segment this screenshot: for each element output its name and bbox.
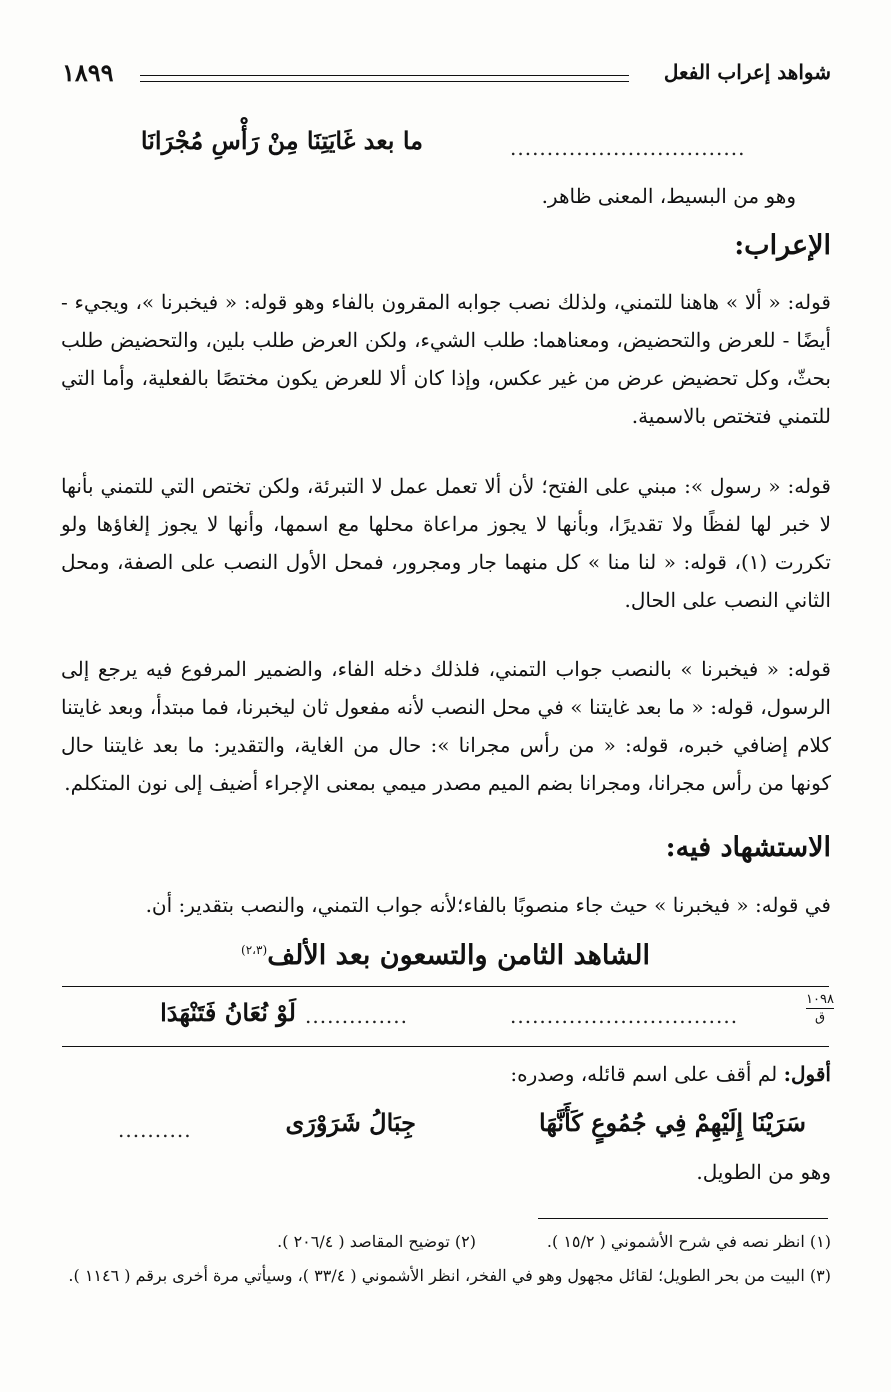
footnote-separator — [538, 1218, 828, 1219]
boxed-verse-dots-left: .............. — [305, 1004, 409, 1028]
page-number: ١٨٩٩ — [62, 58, 114, 87]
verse-number-letter: ق — [814, 1010, 826, 1025]
top-verse-hemistich: ما بعد غَايَتِنَا مِنْ رَأْسِ مُجْرَانَا — [140, 126, 423, 155]
verse-number-value: ١٠٩٨ — [806, 992, 834, 1007]
verse-number-bar — [806, 1008, 834, 1009]
shahid-title-text: الشاهد الثامن والتسعون بعد الألف — [267, 940, 650, 971]
running-header-title: شواهد إعراب الفعل — [663, 60, 831, 84]
istishhad-heading: الاستشهاد فيه: — [665, 832, 831, 863]
shahid-footnote-ref: (٢،٣) — [241, 943, 268, 957]
top-verse-dots: ................................ — [510, 136, 746, 160]
shahid-title — [0, 940, 891, 971]
paragraph-2: قوله: « رسول »: مبني على الفتح؛ لأن ألا تعمل عمل لا التبرئة، ولكن تختص التي للتمني بأنها لا خبر لها لفظًا ولا تقديرًا، وبأنها لا يجوز مراعاة محلها مع اسمها، وأنها لا يجوز إلغاؤها ولو تكررت (١)، قوله: « لنا منا » كل منهما جار ومجرور، فمحل الأول النصب على الصفة، ومحل الثاني النصب على الحال. — [61, 474, 831, 612]
full-verse-first-half: سَرَيْنَا إِلَيْهِمْ فِي جُمُوعٍ كَأَنَّهَا — [539, 1108, 806, 1137]
paragraph-3: قوله: « فيخبرنا » بالنصب جواب التمني، فلذلك دخله الفاء، والضمير المرفوع فيه يرجع إلى الرسول، قوله: « ما بعد غايتنا » في محل النصب لأنه مفعول ثان ليخبرنا، فما مبتدأ، وبعد غايتنا كلام إضافي خبره، قوله: « من رأس مجرانا »: حال من الغاية، والتقدير: ما بعد غايتنا حال كونها من رأس مجرانا، ومجرانا بضم الميم مصدر ميمي بمعنى الإجراء أضيف إلى نون المتكلم. — [61, 657, 831, 795]
verse-box-bottom-rule — [62, 1046, 829, 1047]
aqul-text: لم أقف على اسم قائله، وصدره: — [510, 1062, 778, 1086]
footnote-2: (٢) توضيح المقاصد ( ٢٠٦/٤ ). — [277, 1232, 476, 1251]
aqul-line — [510, 1062, 831, 1086]
verse-box-top-rule — [62, 986, 829, 987]
aqul-label: أقول: — [783, 1062, 831, 1086]
boxed-verse-dots-right: ............................... — [510, 1004, 739, 1028]
header-double-rule — [140, 75, 629, 82]
full-verse-dots: .......... — [118, 1118, 192, 1142]
i3rab-heading: الإعراب: — [734, 230, 831, 261]
istishhad-text: في قوله: « فيخبرنا » حيث جاء منصوبًا بالفاء؛لأنه جواب التمني، والنصب بتقدير: أن. — [145, 893, 831, 917]
meter-note-2: وهو من الطويل. — [696, 1160, 831, 1184]
meter-note: وهو من البسيط، المعنى ظاهر. — [541, 184, 796, 208]
verse-number — [800, 992, 840, 1025]
full-verse-second-half: جِبَالُ شَرَوْرَى — [285, 1108, 416, 1137]
footnote-1: (١) انظر نصه في شرح الأشموني ( ١٥/٢ ). — [546, 1232, 831, 1251]
boxed-verse-hemistich: لَوْ نُعَانُ فَتَنْهَدَا — [160, 998, 296, 1027]
paragraph-1: قوله: « ألا » هاهنا للتمني، ولذلك نصب جوابه المقرون بالفاء وهو قوله: « فيخبرنا »، ويجيء - أيضًا - للعرض والتحضيض، ومعناهما: طلب الشيء، ولكن العرض طلب بلين، والتحضيض طلب بحثّ، وكل تحضيض عرض من غير عكس، وإذا كان ألا للعرض يكون مختصًا بالفعلية، وأما التي للتمني فتختص بالاسمية. — [61, 290, 831, 428]
footnote-3: (٣) البيت من بحر الطويل؛ لقائل مجهول وهو في الفخر، انظر الأشموني ( ٣٣/٤ )، وسيأتي مرة أخرى برقم ( ١١٤٦ ). — [68, 1266, 831, 1285]
